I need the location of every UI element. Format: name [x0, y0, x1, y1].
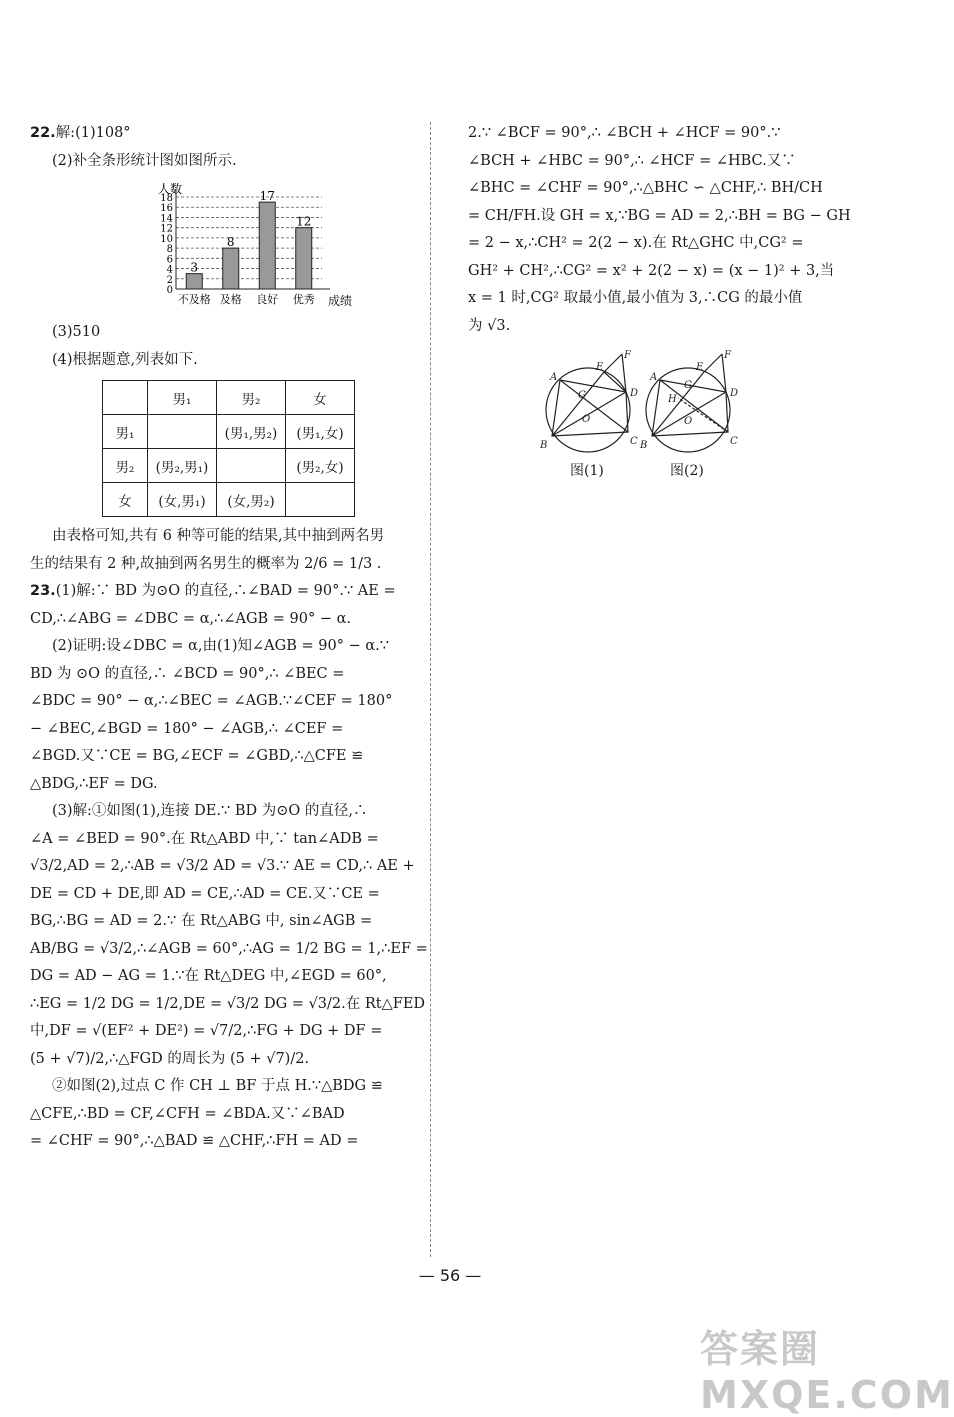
table-cell	[148, 415, 217, 449]
label-C: C	[630, 436, 638, 447]
label-D: D	[730, 388, 739, 399]
chart-ylabel: 人数	[158, 182, 183, 196]
q23-block	[30, 578, 428, 1156]
chart-bar	[259, 202, 275, 289]
q23-line: − ∠BEC,∠BGD = 180° − ∠AGB,∴ ∠CEF =	[30, 720, 344, 737]
label-B: B	[640, 440, 648, 451]
table-cell: (男₂,女)	[286, 449, 355, 483]
sample-table	[102, 380, 355, 517]
table-cell: (男₂,男₁)	[148, 449, 217, 483]
watermark-logo: 答案圈 MXQE.COM	[700, 1327, 954, 1417]
table-cell: (男₁,男₂)	[217, 415, 286, 449]
q23-line: BD 为 ⊙O 的直径,∴ ∠BCD = 90°,∴ ∠BEC =	[30, 665, 345, 682]
label-G: G	[684, 380, 692, 391]
table-cell: 女	[103, 483, 148, 517]
figure-1-diagram	[518, 352, 818, 457]
table-cell: (男₁,女)	[286, 415, 355, 449]
label-C: C	[730, 436, 738, 447]
right-line: 2.∵ ∠BCF = 90°,∴ ∠BCH + ∠HCF = 90°.∵	[468, 125, 781, 141]
chart-ytick-label: 2	[166, 274, 173, 286]
q23-line: △BDG,∴EF = DG.	[30, 775, 158, 792]
q23-line: AB/BG = √3/2,∴∠AGB = 60°,∴AG = 1/2 BG = 1,∴EF =	[30, 940, 428, 957]
q23-line: ∠BDC = 90° − α,∴∠BEC = ∠AGB.∵∠CEF = 180°	[30, 693, 393, 709]
q23-line: CD,∴∠ABG = ∠DBC = α,∴∠AGB = 90° − α.	[30, 610, 352, 627]
chart-data-label: 17	[259, 189, 275, 204]
table-cell	[217, 449, 286, 483]
q23-line: ∴EG = 1/2 DG = 1/2,DE = √3/2 DG = √3/2.在 Rt△FED	[30, 995, 426, 1012]
q23-line: 中,DF = √(EF² + DE²) = √7/2,∴FG + DG + DF =	[30, 1023, 383, 1039]
chart-ytick-label: 6	[166, 254, 173, 266]
label-H: H	[668, 394, 677, 405]
label-O: O	[582, 414, 591, 425]
table-cell: (女,男₂)	[217, 483, 286, 517]
label-B: B	[540, 440, 548, 451]
q22-number: 22.	[30, 125, 56, 141]
chart-category-label: 优秀	[292, 293, 315, 306]
table-cell: 男₁	[103, 415, 148, 449]
chart-ytick-label: 4	[166, 264, 173, 276]
label-F: F	[724, 350, 731, 361]
chart-ytick-label: 18	[160, 193, 173, 204]
q23-line: BG,∴BG = AD = 2.∵ 在 Rt△ABG 中, sin∠AGB =	[30, 913, 373, 929]
right-line: x = 1 时,CG² 取最小值,最小值为 3,∴CG 的最小值	[468, 290, 803, 306]
column-divider	[430, 122, 431, 1257]
q23-line: (5 + √7)/2,∴△FGD 的周长为 (5 + √7)/2.	[30, 1050, 310, 1067]
q23-number: 23.	[30, 583, 56, 599]
right-line: GH² + CH²,∴CG² = x² + 2(2 − x) = (x − 1)² + 3,当	[468, 262, 835, 279]
label-A: A	[650, 372, 658, 383]
chart-bar	[186, 274, 202, 289]
table-cell: 男₂	[103, 449, 148, 483]
q23-line: (3)解:①如图(1),连接 DE.∵ BD 为⊙O 的直径,∴	[52, 803, 368, 819]
chart-data-label: 3	[190, 260, 199, 275]
q23-line: DG = AD − AG = 1.∵在 Rt△DEG 中,∠EGD = 60°,	[30, 968, 387, 984]
q23-line: √3/2,AD = 2,∴AB = √3/2 AD = √3.∵ AE = CD,∴ AE +	[30, 858, 415, 874]
figure-1-caption: 图(1)	[570, 463, 604, 479]
q22-line-2: (2)补全条形统计图如图所示.	[52, 152, 237, 169]
q22-part3: (3)510	[52, 324, 101, 340]
table-header-1: 男₁	[148, 381, 217, 415]
q22-part4: (4)根据题意,列表如下.	[52, 351, 198, 368]
chart-category-label: 及格	[219, 293, 242, 306]
label-E: E	[696, 362, 704, 373]
chart-category-label: 不及格	[177, 293, 211, 306]
q23-line: △CFE,∴BD = CF,∠CFH = ∠BDA.又∵∠BAD	[30, 1105, 345, 1122]
geometry-figures	[518, 352, 833, 482]
chart-xlabel: 成绩	[328, 294, 353, 308]
label-D: D	[630, 388, 639, 399]
q22-line-1: 22.解:(1)108°	[30, 125, 131, 141]
q23-line: DE = CD + DE,即 AD = CE,∴AD = CE.又∵CE =	[30, 885, 380, 902]
right-line: = 2 − x,∴CH² = 2(2 − x).在 Rt△GHC 中,CG² =	[468, 235, 804, 251]
table-header-0	[103, 381, 148, 415]
table-cell	[286, 483, 355, 517]
table-header-2: 男₂	[217, 381, 286, 415]
chart-bar	[223, 248, 239, 289]
chart-ytick-label: 12	[160, 223, 173, 235]
table-header-3: 女	[286, 381, 355, 415]
chart-ytick-label: 14	[160, 213, 173, 225]
chart-category-label: 良好	[256, 293, 279, 306]
q23-line: ∠A = ∠BED = 90°.在 Rt△ABD 中,∵ tan∠ADB =	[30, 830, 379, 847]
chart-ytick-label: 0	[166, 285, 173, 296]
right-line: ∠BCH + ∠HBC = 90°,∴ ∠HCF = ∠HBC.又∵	[468, 152, 796, 169]
q23-line: 23.(1)解:∵ BD 为⊙O 的直径,∴∠BAD = 90°.∵ AE =	[30, 583, 396, 599]
label-A: A	[550, 372, 558, 383]
table-cell: (女,男₁)	[148, 483, 217, 517]
chart-data-label: 12	[296, 214, 312, 229]
right-line: = CH/FH.设 GH = x,∵BG = AD = 2,∴BH = BG − GH	[468, 207, 851, 224]
figure-2-caption: 图(2)	[670, 463, 704, 479]
right-column	[468, 120, 851, 482]
label-O: O	[684, 416, 693, 427]
chart-ytick-label: 8	[166, 244, 173, 256]
q22-conclusion-1: 由表格可知,共有 6 种等可能的结果,其中抽到两名男	[52, 528, 385, 544]
q23-line: ②如图(2),过点 C 作 CH ⊥ BF 于点 H.∵△BDG ≌	[52, 1078, 383, 1094]
right-line: 为 √3.	[468, 317, 511, 334]
q23-line: (2)证明:设∠DBC = α,由(1)知∠AGB = 90° − α.∵	[52, 638, 389, 654]
chart-bar	[296, 228, 312, 289]
q23-line: = ∠CHF = 90°,∴△BAD ≌ △CHF,∴FH = AD =	[30, 1133, 359, 1149]
right-line: ∠BHC = ∠CHF = 90°,∴△BHC ∽ △CHF,∴ BH/CH	[468, 180, 823, 196]
q23-line: ∠BGD.又∵CE = BG,∠ECF = ∠GBD,∴△CFE ≌	[30, 748, 364, 764]
label-G: G	[578, 390, 586, 401]
chart-data-label: 8	[226, 235, 235, 250]
label-F: F	[624, 350, 631, 361]
q22-conclusion-2: 生的结果有 2 种,故抽到两名男生的概率为 2/6 = 1/3 .	[30, 555, 382, 572]
left-column	[30, 120, 428, 1156]
chart-ytick-label: 16	[160, 203, 173, 215]
page-number: — 56 —	[418, 1266, 482, 1285]
label-E: E	[596, 362, 604, 373]
bar-chart	[140, 181, 370, 311]
chart-ytick-label: 10	[160, 233, 173, 245]
